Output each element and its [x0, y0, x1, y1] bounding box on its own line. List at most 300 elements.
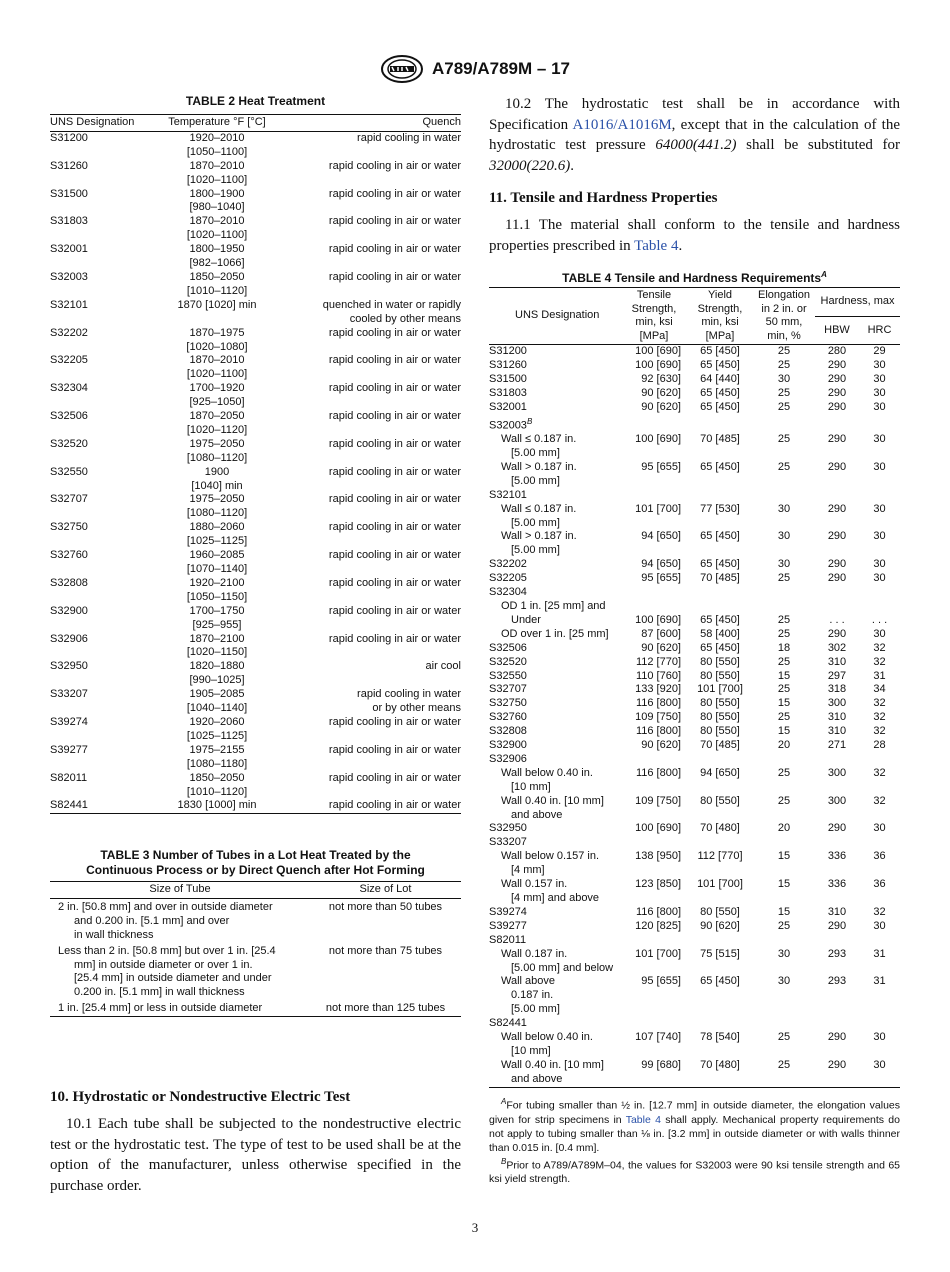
uns-designation [489, 558, 621, 572]
tensile-strength: 95 [655] [641, 975, 681, 988]
table-row [489, 401, 900, 415]
yield-strength: 80 [550] [700, 669, 740, 682]
yield-strength: 80 [550] [700, 655, 740, 668]
table-row [489, 920, 900, 934]
table-row [489, 1059, 900, 1087]
yield-strength: 64 [440] [700, 372, 740, 385]
section-11-heading: 11. Tensile and Hardness Properties [489, 190, 718, 206]
tensile-strength: 94 [650] [641, 530, 681, 543]
designation-line: S32202 [489, 558, 527, 571]
table-row [50, 898, 461, 942]
yield-strength: 101 [700] [697, 878, 743, 891]
uns-designation: S31803 [50, 215, 88, 228]
uns-designation [489, 975, 621, 1017]
elongation: 25 [777, 386, 791, 399]
elongation: 25 [777, 794, 791, 807]
table-row [50, 215, 461, 243]
uns-designation: S32760 [50, 549, 88, 562]
tubes-per-lot-table [50, 881, 461, 1017]
uns-designation: S32950 [50, 660, 88, 673]
tensile-strength: 123 [850] [635, 878, 681, 891]
elongation: 25 [777, 627, 791, 640]
uns-designation [489, 415, 621, 434]
elongation: 25 [777, 572, 791, 585]
table3-caption-line2: Continuous Process or by Direct Quench after Hot Forming [86, 863, 425, 877]
table-row [50, 160, 461, 188]
temperature: 1900 [1040] min [191, 465, 243, 492]
tensile-strength: 133 [920] [635, 683, 681, 696]
quench-method: rapid cooling in air or water [328, 799, 461, 812]
elongation: 25 [777, 400, 791, 413]
elongation: 25 [777, 766, 791, 779]
uns-designation: S32707 [50, 493, 88, 506]
uns-designation: S39277 [50, 743, 88, 756]
temperature: 1800–1900 [980–1040] [189, 187, 245, 214]
temperature: 1700–1920 [925–1050] [189, 382, 245, 409]
uns-designation [489, 503, 621, 531]
uns-designation: S32003 [50, 270, 88, 283]
uns-designation [489, 836, 621, 850]
hardness-hbw: 310 [827, 655, 847, 668]
designation-line: and above [511, 1072, 563, 1085]
table-row [489, 1031, 900, 1059]
tensile-strength: 100 [690] [635, 358, 681, 371]
table4-caption [489, 270, 900, 285]
hardness-hrc: 29 [873, 345, 886, 357]
elongation: 15 [777, 905, 791, 918]
table-row [489, 628, 900, 642]
yield-strength [687, 753, 753, 767]
elongation: 15 [777, 725, 791, 738]
hardness-hrc: 31 [873, 975, 886, 988]
hardness-hbw: 293 [827, 975, 847, 988]
table-row [489, 934, 900, 948]
uns-designation [489, 1059, 621, 1087]
designation-line: S32520 [489, 655, 527, 668]
tensile-strength: 116 [800] [635, 697, 681, 710]
designation-line: S31500 [489, 372, 527, 385]
quench-method: rapid cooling in air or water [328, 715, 461, 728]
tensile-strength: 100 [690] [635, 822, 681, 835]
tensile-strength: 90 [620] [641, 641, 681, 654]
hardness-hbw: 290 [827, 558, 847, 571]
uns-designation: S32900 [50, 604, 88, 617]
yield-strength: 77 [530] [700, 502, 740, 515]
uns-designation: S31200 [50, 131, 88, 144]
elongation: 25 [777, 1058, 791, 1071]
temperature: 1700–1750 [925–955] [189, 604, 245, 631]
temperature: 1820–1880 [990–1025] [189, 660, 245, 687]
hardness-hbw: 290 [827, 460, 847, 473]
yield-strength: 90 [620] [700, 919, 740, 932]
elongation [753, 1017, 815, 1031]
quench-method: rapid cooling in air or water [328, 604, 461, 617]
hardness-hrc: 32 [873, 905, 886, 918]
hardness-hrc [859, 415, 900, 434]
quench-method: rapid cooling in water or by other means [357, 688, 461, 715]
tensile-strength: 116 [800] [635, 905, 681, 918]
designation-line: S32950 [489, 822, 527, 835]
page-header [0, 54, 950, 84]
tensile-strength: 101 [700] [635, 502, 681, 515]
hardness-hrc: 32 [873, 641, 886, 654]
section-10-2-text: 10.2 The hydrostatic test shall be in accordance with Specification [489, 96, 900, 133]
table4-footnotes [489, 1095, 900, 1186]
elongation: 25 [777, 655, 791, 668]
table-row [489, 878, 900, 906]
designation-line: [5.00 mm] [511, 544, 560, 557]
uns-designation: S32808 [50, 576, 88, 589]
uns-designation: S32101 [50, 298, 88, 311]
yield-strength: 58 [400] [700, 627, 740, 640]
table4-header-hardness: Hardness, max [815, 288, 900, 317]
hardness-hrc: 32 [873, 711, 886, 724]
test-pressure-new: 64000(441.2) [655, 137, 737, 153]
tensile-strength: 90 [620] [641, 400, 681, 413]
yield-strength [687, 1017, 753, 1031]
hardness-hbw: 290 [827, 1058, 847, 1071]
table-row [489, 850, 900, 878]
table-row [50, 271, 461, 299]
size-of-tube-line: 0.200 in. [5.1 mm] in wall thickness [74, 986, 245, 999]
uns-designation: S32001 [50, 243, 88, 256]
yield-strength: 80 [550] [700, 905, 740, 918]
section-10-2-paragraph [489, 94, 900, 176]
yield-strength: 65 [450] [700, 558, 740, 571]
tensile-strength [621, 586, 687, 600]
uns-designation: S32304 [50, 382, 88, 395]
hardness-hbw: 293 [827, 947, 847, 960]
table-row [489, 906, 900, 920]
hardness-hrc [859, 1017, 900, 1031]
tensile-strength [621, 753, 687, 767]
table-row [489, 697, 900, 711]
tensile-hardness-table [489, 287, 900, 1088]
standard-designation: A789/A789M – 17 [432, 59, 570, 78]
uns-designation [489, 628, 621, 642]
table-row [489, 683, 900, 697]
footnote-a-text: For tubing smaller than ½ in. [12.7 mm] in outside diameter, the elongation values given for strip specimens in [489, 1099, 900, 1126]
designation-line: OD over 1 in. [25 mm] [501, 627, 609, 640]
table-row [50, 299, 461, 327]
elongation: 30 [777, 975, 791, 988]
hardness-hrc: 34 [873, 683, 886, 696]
hardness-hbw: 290 [827, 627, 847, 640]
designation-line: S32001 [489, 400, 527, 413]
uns-designation [489, 934, 621, 948]
table-row [489, 433, 900, 461]
yield-strength: 65 [450] [700, 975, 740, 988]
table-row [489, 725, 900, 739]
table-row [489, 586, 900, 600]
tensile-strength [621, 1017, 687, 1031]
table2-header-temperature: Temperature °F [°C] [142, 115, 292, 132]
hardness-hrc: 30 [873, 1031, 886, 1044]
yield-strength: 65 [450] [700, 358, 740, 371]
yield-strength: 78 [540] [700, 1031, 740, 1044]
designation-line: S32900 [489, 739, 527, 752]
designation-line: OD 1 in. [25 mm] and [501, 599, 606, 612]
hardness-hbw [815, 586, 859, 600]
table3-body [50, 898, 461, 1016]
uns-designation [489, 697, 621, 711]
footnote-a-text: shall apply. Mechanical property requirements do not apply to tubing smaller than ⅛ in. [3.2 mm] in outside diameter or with walls thinner than 0.015 in. [0.4 mm]. [489, 1113, 900, 1154]
tensile-strength: 116 [800] [635, 766, 681, 779]
hardness-hbw: 310 [827, 711, 847, 724]
hardness-hbw: 290 [827, 433, 847, 446]
uns-designation [489, 850, 621, 878]
designation-line: S32205 [489, 572, 527, 585]
yield-strength [687, 836, 753, 850]
designation-line: S32707 [489, 683, 527, 696]
table-row [489, 489, 900, 503]
elongation: 25 [777, 345, 791, 357]
uns-designation [489, 433, 621, 461]
table-row [489, 642, 900, 656]
table-row [489, 670, 900, 684]
hardness-hbw: 302 [827, 641, 847, 654]
elongation: 20 [777, 739, 791, 752]
tensile-strength [621, 836, 687, 850]
hardness-hbw: 310 [827, 905, 847, 918]
designation-line: [5.00 mm] [511, 474, 560, 487]
table2-header-uns: UNS Designation [50, 115, 142, 132]
footnote-b [489, 1155, 900, 1187]
hardness-hbw: 290 [827, 358, 847, 371]
designation-line: Wall below 0.40 in. [501, 1031, 593, 1044]
table3-header-size-of-tube: Size of Tube [50, 882, 310, 899]
designation-line: Wall 0.187 in. [501, 947, 568, 960]
table-row [489, 739, 900, 753]
quench-method: rapid cooling in air or water [328, 437, 461, 450]
table4-caption-text: TABLE 4 Tensile and Hardness Requirements [562, 271, 822, 285]
quench-method: rapid cooling in air or water [328, 326, 461, 339]
right-column [489, 94, 900, 256]
elongation: 15 [777, 878, 791, 891]
table-row [50, 633, 461, 661]
designation-line: and above [511, 808, 563, 821]
quench-method: rapid cooling in air or water [328, 521, 461, 534]
footnote-table4-link[interactable]: Table 4 [625, 1113, 661, 1126]
uns-designation: S32750 [50, 521, 88, 534]
table-row [50, 131, 461, 159]
footnote-a-marker: A [501, 1097, 507, 1106]
uns-designation: S82441 [50, 799, 88, 812]
yield-strength: 65 [450] [700, 641, 740, 654]
section-10-2-text: shall be substituted for [736, 137, 900, 153]
hardness-hrc: 32 [873, 697, 886, 710]
uns-designation [489, 739, 621, 753]
hardness-hrc: 30 [873, 433, 886, 446]
table4-body [489, 345, 900, 1088]
table-row [50, 688, 461, 716]
hardness-hrc: 30 [873, 400, 886, 413]
designation-line: Wall > 0.187 in. [501, 530, 577, 543]
size-of-tube [50, 898, 310, 942]
designation-line: [4 mm] and above [511, 892, 600, 904]
temperature: 1870–2050 [1020–1120] [186, 410, 248, 436]
table-row [50, 1000, 461, 1016]
designation-line: Under [511, 613, 541, 626]
designation-line: Wall ≤ 0.187 in. [501, 502, 577, 515]
table3-header-size-of-lot: Size of Lot [310, 882, 461, 899]
uns-designation [489, 656, 621, 670]
table-row [50, 354, 461, 382]
temperature: 1920–2010 [1050–1100] [186, 131, 248, 158]
designation-line: S32808 [489, 725, 527, 738]
hardness-hbw: 290 [827, 572, 847, 585]
hardness-hbw [815, 753, 859, 767]
uns-designation [489, 359, 621, 373]
uns-designation [489, 920, 621, 934]
elongation: 15 [777, 669, 791, 682]
elongation: 25 [777, 613, 791, 626]
hardness-hrc: 32 [873, 794, 886, 807]
yield-strength: 70 [485] [700, 433, 740, 446]
table4-header-yield: Yield Strength, min, ksi [MPa] [687, 288, 753, 345]
tensile-strength: 120 [825] [635, 919, 681, 932]
yield-strength: 112 [770] [697, 850, 743, 863]
table2-body [50, 131, 461, 813]
uns-designation [489, 753, 621, 767]
section-10-2-text: . [570, 157, 574, 174]
hardness-hbw: 271 [827, 739, 847, 752]
size-of-tube [50, 1000, 310, 1016]
hardness-hrc [859, 489, 900, 503]
designation-line: Wall below 0.40 in. [501, 766, 593, 779]
table-row [489, 359, 900, 373]
footnote-b-marker: B [501, 1156, 507, 1166]
designation-line: Wall 0.40 in. [10 mm] [501, 794, 604, 807]
temperature: 1905–2085 [1040–1140] [186, 688, 248, 715]
yield-strength [687, 586, 753, 600]
hardness-hrc: 30 [873, 919, 886, 932]
table-row [489, 753, 900, 767]
quench-method: rapid cooling in water [357, 131, 461, 144]
elongation [753, 836, 815, 850]
section-11-1-text: . [678, 237, 683, 254]
temperature: 1880–2060 [1025–1125] [186, 521, 248, 548]
designation-line: [5.00 mm] [511, 516, 560, 529]
uns-designation: S32906 [50, 632, 88, 645]
temperature: 1960–2085 [1070–1140] [186, 549, 248, 575]
temperature: 1870–2010 [1020–1100] [186, 354, 248, 381]
tensile-strength: 116 [800] [635, 725, 681, 738]
uns-designation [489, 461, 621, 489]
quench-method: rapid cooling in air or water [328, 215, 461, 228]
table-row [489, 767, 900, 795]
hardness-hbw: 300 [827, 697, 847, 710]
yield-strength: 65 [450] [700, 345, 740, 357]
tensile-strength: 109 [750] [635, 711, 681, 724]
uns-designation: S32202 [50, 326, 88, 339]
table-row [50, 410, 461, 438]
a1016-link[interactable]: A1016/A1016M [572, 116, 672, 133]
size-of-tube-line: [25.4 mm] in outside diameter and under [74, 972, 272, 985]
hardness-hrc: 30 [873, 530, 886, 543]
designation-line: Wall 0.157 in. [501, 878, 568, 891]
hardness-hrc: 30 [873, 1058, 886, 1071]
hardness-hrc: 28 [873, 739, 886, 752]
table-row [50, 188, 461, 216]
designation-line: [4 mm] [511, 864, 545, 877]
table-row [489, 558, 900, 572]
hardness-hbw: 280 [827, 345, 847, 357]
yield-strength [687, 489, 753, 503]
uns-designation [489, 725, 621, 739]
hardness-hbw [815, 415, 859, 434]
table-row [50, 243, 461, 271]
yield-strength: 70 [485] [700, 572, 740, 585]
uns-designation: S31260 [50, 159, 88, 172]
uns-designation: S31500 [50, 187, 88, 200]
hardness-hrc: 30 [873, 627, 886, 640]
tensile-strength: 90 [620] [641, 739, 681, 752]
astm-logo-icon [380, 54, 424, 84]
table-row [50, 327, 461, 355]
designation-line: S82011 [489, 933, 527, 946]
table4-link[interactable]: Table 4 [634, 237, 679, 254]
uns-designation [489, 795, 621, 823]
tensile-strength: 112 [770] [635, 655, 681, 668]
hardness-hbw: 290 [827, 400, 847, 413]
uns-designation [489, 572, 621, 586]
elongation: 25 [777, 711, 791, 724]
quench-method: rapid cooling in air or water [328, 743, 461, 756]
tensile-strength: 94 [650] [641, 558, 681, 571]
elongation: 25 [777, 919, 791, 932]
section-11-1-paragraph [489, 215, 900, 256]
hardness-hrc [859, 753, 900, 767]
heat-treatment-table [50, 114, 461, 814]
table4-header-elongation: Elongation in 2 in. or 50 mm, min, % [753, 288, 815, 345]
yield-strength: 65 [450] [700, 530, 740, 543]
size-of-tube-line: mm] in outside diameter or over 1 in. [74, 958, 253, 971]
tensile-strength: 99 [680] [641, 1058, 681, 1071]
yield-strength: 80 [550] [700, 725, 740, 738]
designation-line: S32750 [489, 697, 527, 710]
quench-method: rapid cooling in air or water [328, 549, 461, 562]
uns-designation [489, 822, 621, 836]
tensile-strength [621, 415, 687, 434]
elongation: 25 [777, 433, 791, 446]
elongation: 30 [777, 947, 791, 960]
elongation: 30 [777, 530, 791, 543]
uns-designation [489, 767, 621, 795]
test-pressure-old: 32000(220.6) [489, 157, 571, 174]
size-of-lot: not more than 75 tubes [328, 944, 443, 957]
temperature: 1870–2100 [1020–1150] [186, 632, 248, 659]
quench-method: rapid cooling in air or water [328, 270, 461, 283]
uns-designation [489, 878, 621, 906]
designation-line: Wall above [501, 975, 556, 988]
tensile-strength: 90 [620] [641, 386, 681, 399]
yield-strength [687, 934, 753, 948]
yield-strength: 70 [480] [700, 822, 740, 835]
designation-line: S32760 [489, 711, 527, 724]
hardness-hrc [859, 934, 900, 948]
hardness-hrc: 30 [873, 386, 886, 399]
table3-caption-line1: TABLE 3 Number of Tubes in a Lot Heat Treated by the [100, 848, 411, 862]
uns-designation: S32506 [50, 410, 88, 423]
designation-line: $S32003^B$ [489, 416, 533, 432]
elongation: 25 [777, 683, 791, 696]
hardness-hrc: 30 [873, 358, 886, 371]
hardness-hbw: 318 [827, 683, 847, 696]
designation-line: [10 mm] [511, 1044, 551, 1057]
table4-header-tensile: Tensile Strength, min, ksi [MPa] [621, 288, 687, 345]
elongation: 30 [777, 502, 791, 515]
